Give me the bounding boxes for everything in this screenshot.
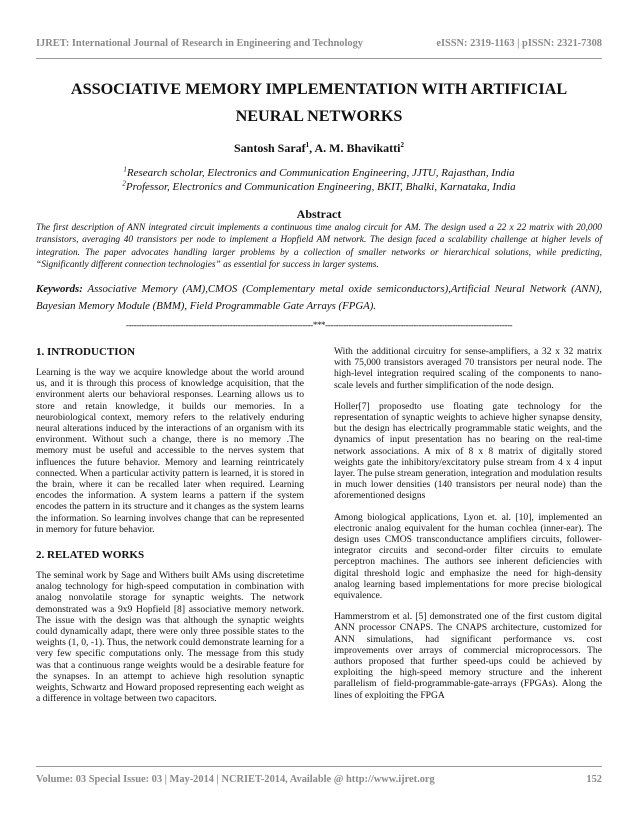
title-line-2: NEURAL NETWORKS [235,107,403,125]
right-paragraph-4: Hammerstrom et al. [5] demonstrated one of the first custom digital ANN processor CNAPS. The CNAPS architecture, customized for ANN simulations, had significant performance vs. cost improvements over arrays of commercial microprocessors. The authors proposed that further speed-ups could be achieved by exploiting the high-speed memory structure and the inherent parallelism of field-programmable-gate-arrays (FPGAs). Along the lines of exploiting the FPGA [334,611,602,701]
author-1: Santosh Saraf [233,141,306,155]
journal-name: IJRET: International Journal of Research in Engineering and Technology [36,38,363,49]
abstract-body: The first description of ANN integrated circuit implements a continuous time analog circuit for AM. The design used a 22 x 22 matrix with 20,000 transistors, averaging 40 transistors per node to implement a Hopfield AM network. The design faced a scalability challenge at higher levels of integration. The paper advocates handling larger problems by a collection of smaller networks or hierarchical solutions, while predicting, “Significantly different connection technologies” as essential for success in larger systems. [36,223,602,271]
affiliation-1-sup: 1 [123,165,127,174]
right-column [334,346,602,711]
left-column [36,346,304,714]
affiliation-1-text: Research scholar, Electronics and Communication Engineering, JJTU, Rajasthan, India [126,167,515,179]
keywords-label: Keywords: [36,283,83,295]
affiliation-2 [0,180,638,194]
author-1-sup: 1 [305,141,310,149]
author-line [40,141,598,156]
author-2-sup: 2 [400,141,405,149]
right-paragraph-1: With the additional circuitry for sense-amplifiers, a 32 x 32 matrix with 75,000 transistors averaged 70 transistors per neural node. The high-level integration required scaling of the components to nano-scale levels and further simplification of the node design. [334,346,602,391]
keywords-text: Associative Memory (AM),CMOS (Complementary metal oxide semiconductors),Artificial Neural Network (ANN), Bayesian Memory Module (BMM), Field Programmable Gate Arrays (FPGA). [36,283,602,312]
running-header [36,38,602,49]
affiliation-1 [0,166,638,180]
right-paragraph-3: Among biological applications, Lyon et. al. [10], implemented an electronic analog equivalent for the human cochlea (inner-ear). The design uses CMOS transconductance amplifiers circuits, follower-integrator circuits and second-order filter circuits to emulate perceptron machines. The authors see inherent deficiencies with digital threshold logic and emphasize the need for high-density analog learning based implementations for more precise biological equivalence. [334,511,602,602]
running-footer [36,774,602,785]
footer-volume-info: Volume: 03 Special Issue: 03 | May-2014 | NCRIET-2014, Available @ http://www.ijret.org [36,774,435,785]
related-works-paragraph: The seminal work by Sage and Withers built AMs using discretetime analog technology for high-speed computation in combination with analog nonvolatile storage for synaptic weights. The network demonstrated was a 9x9 Hopfield [8] associative memory network. The issue with the design was that although the synaptic weights could dynamically adapt, there were only three possible states to the weights (1, 0, -1). Thus, the network could demonstrate learning for a very few specific computations only. The message from this study was that a continuous range weights would be a desirable feature for the synapses. In an attempt to achieve high resolution synaptic weights, Schwartz and Howard proposed representing each weight as a difference in voltage between two capacitors. [36,570,304,705]
affiliation-2-text: Professor, Electronics and Communication Engineering, BKIT, Bhalki, Karnataka, India [125,181,516,193]
right-paragraph-2: Holler[7] proposedto use floating gate technology for the representation of synaptic weights to achieve higher synapse density, but the design has electrically programmable static weights, and the dynamics of input presentation has no bearing on the real-time network associations. A mix of 8 x 8 matrix of digitally stored weights gate the inhibitory/excitatory pulse stream from 4 x 4 input layer. The pulse stream generation, integration and modulation results in much lower densities (140 transistors per neural node) than the aforementioned designs [334,400,602,502]
intro-paragraph: Learning is the way we acquire knowledge about the world around us, and it is through this process of knowledge acquisition, that the environment alerts our behavioral responses. Learning allows us to store and retain knowledge, it builds our memories. In a neurobiological context, memory refers to the relatively enduring neural alterations induced by the interactions of an organism with its environment. Without such a change, there is no memory .The memory must be useful and accessible to the nerves system that influences the future behavior. Memory and learning reintricately connected. When a particular activity pattern is learned, it is stored in the brain, where it can be recalled later when required. Learning encodes the information. A system learns a pattern if the system encodes the pattern in its structure and it changes as the system learns the information. So learning involves change that can be represented in memory for future behavior. [36,367,304,535]
header-rule [36,58,602,59]
paper-title [40,76,598,130]
abstract-heading: Abstract [296,207,342,221]
author-2: A. M. Bhavikatti [314,141,401,155]
title-line-1: ASSOCIATIVE MEMORY IMPLEMENTATION WITH ARTIFICIAL [70,80,568,98]
author-separator: , [309,141,315,155]
intro-heading: 1. INTRODUCTION [36,346,136,358]
keywords [36,281,602,315]
footer-rule [36,766,602,767]
page-number: 152 [586,774,602,785]
issn: eISSN: 2319-1163 | pISSN: 2321-7308 [436,38,602,49]
affiliation-2-sup: 2 [122,179,126,188]
section-separator: ------------------------------------------------------------------------***------------------------------------------------------------------------ [125,320,513,330]
related-works-heading: 2. RELATED WORKS [36,549,145,562]
